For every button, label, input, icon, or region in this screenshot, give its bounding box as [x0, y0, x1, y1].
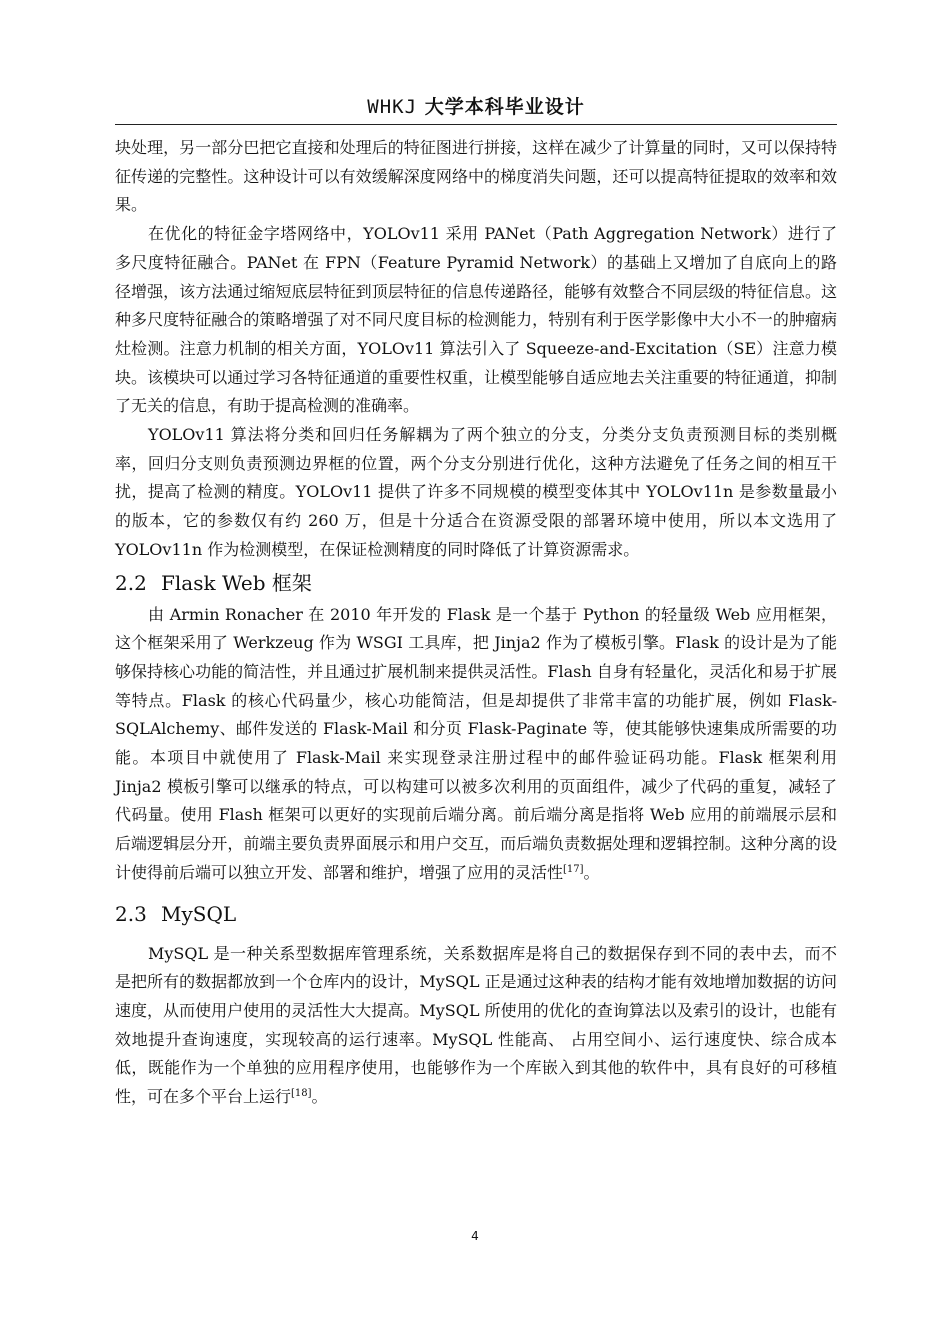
paragraph-text: 由 Armin Ronacher 在 2010 年开发的 Flask 是一个基于 Python 的轻量级 Web 应用框架，这个框架采用了 Werkzeug 作为 WSGI 工具库，把 Jinja2 作为了模板引擎。Flask 的设计是为了能够保持核心功能的简洁性，并且通过扩展机制来提供灵活性。Flash 自身有轻量化，灵活化和易于扩展等特点。Flask 的核心代码量少，核心功能简洁，但是却提供了非常丰富的功能扩展，例如 Flask-SQLAlchemy、邮件发送的 Flask-Mail 和分页 Flask-Paginate 等，使其能够快速集成所需要的功能。本项目中就使用了 Flask-Mail 来实现登录注册过程中的邮件验证码功能。Flask 框架利用 Jinja2 模板引擎可以继承的特点，可以构建可以被多次利用的页面组件，减少了代码的重复，减轻了代码量。使用 Flash 框架可以更好的实现前后端分离。前后端分离是指将 Web 应用的前端展示层和后端逻辑层分开，前端主要负责界面展示和用户交互，而后端负责数据处理和逻辑控制。这种分离的设计使得前后端可以独立开发、部署和维护，增强了应用的灵活性 [115, 604, 837, 882]
header-title: 大学本科毕业设计 [424, 96, 585, 118]
page-body [115, 134, 837, 1112]
paragraph-flask [115, 601, 837, 888]
section-heading-mysql [115, 898, 837, 930]
paragraph-end: 。 [583, 862, 600, 882]
page-header [115, 94, 837, 120]
paragraph-end: 。 [311, 1087, 328, 1107]
paragraph-mysql [115, 940, 837, 1112]
citation-ref: [18] [291, 1088, 312, 1100]
section-title: MySQL [161, 901, 237, 926]
header-rule [115, 124, 837, 125]
paragraph-panet: 在优化的特征金字塔网络中，YOLOv11 采用 PANet（Path Aggregation Network）进行了多尺度特征融合。PANet 在 FPN（Feature Pyramid Network）的基础上又增加了自底向上的路径增强，该方法通过缩短底层特征到顶层特征的信息传递路径，能够有效整合不同层级的特征信息。这种多尺度特征融合的策略增强了对不同尺度目标的检测能力，特别有利于医学影像中大小不一的肿瘤病灶检测。注意力机制的相关方面，YOLOv11 算法引入了 Squeeze-and-Excitation（SE）注意力模块。该模块可以通过学习各特征通道的重要性权重，让模型能够自适应地去关注重要的特征通道，抑制了无关的信息，有助于提高检测的准确率。 [115, 224, 837, 416]
citation-ref: [17] [563, 863, 584, 875]
page-number: 4 [471, 1229, 479, 1243]
paragraph-continued: 块处理，另一部分巴把它直接和处理后的特征图进行拼接，这样在减少了计算量的同时，又可以保持特征传递的完整性。这种设计可以有效缓解深度网络中的梯度消失问题，还可以提高特征提取的效率和效果。 [115, 138, 837, 215]
paragraph-text: MySQL 是一种关系型数据库管理系统，关系数据库是将自己的数据保存到不同的表中去，而不是把所有的数据都放到一个仓库内的设计，MySQL 正是通过这种表的结构才能有效地增加数据的访问速度，从而使用户使用的灵活性大大提高。MySQL 所使用的优化的查询算法以及索引的设计，也能有效地提升查询速度，实现较高的运行速率。MySQL 性能高、 占用空间小、运行速度快、综合成本低，既能作为一个单独的应用程序使用，也能够作为一个库嵌入到其他的软件中，具有良好的可移植性，可在多个平台上运行 [115, 943, 837, 1107]
header-brand: WHKJ [367, 96, 418, 118]
section-heading-flask [115, 567, 837, 599]
section-number: 2.2 [115, 570, 147, 595]
paragraph-decoupled-head: YOLOv11 算法将分类和回归任务解耦为了两个独立的分支，分类分支负责预测目标的类别概率，回归分支则负责预测边界框的位置，两个分支分别进行优化，这种方法避免了任务之间的相互干扰，提高了检测的精度。YOLOv11 提供了许多不同规模的模型变体其中 YOLOv11n 是参数量最小的版本，它的参数仅有约 260 万，但是十分适合在资源受限的部署环境中使用，所以本文选用了 YOLOv11n 作为检测模型，在保证检测精度的同时降低了计算资源需求。 [115, 425, 837, 559]
section-title: Flask Web 框架 [161, 570, 312, 595]
section-number: 2.3 [115, 901, 147, 926]
